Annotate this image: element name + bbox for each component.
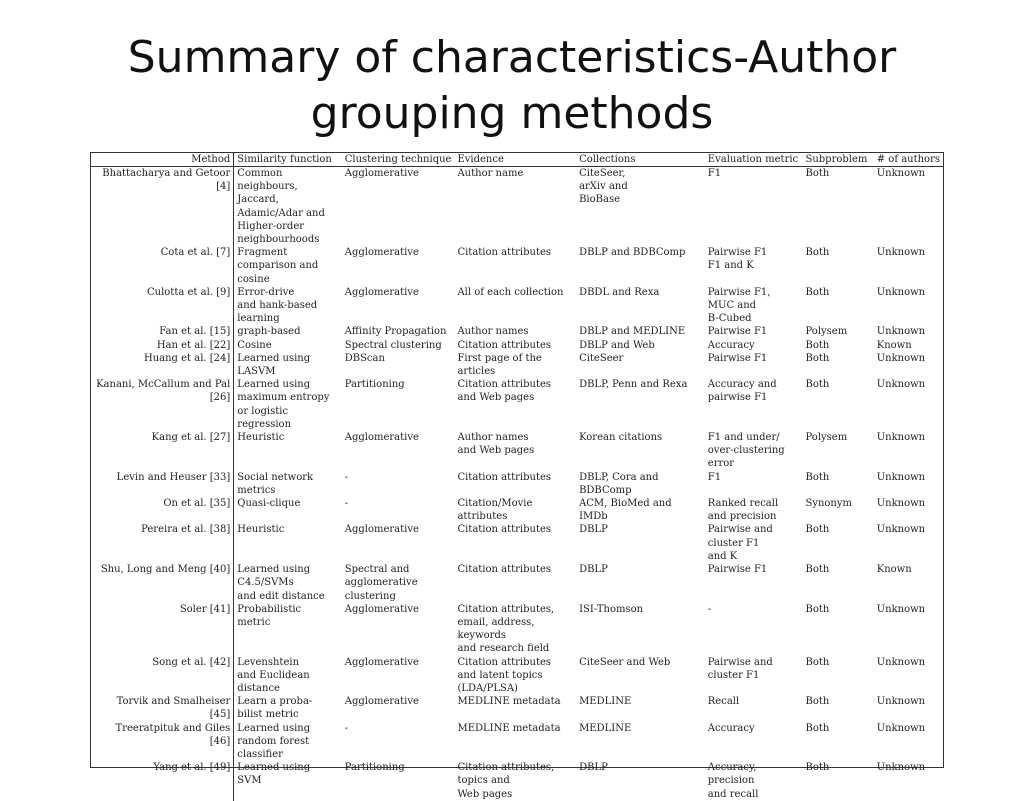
cell-method: Kanani, McCallum and Pal [26] — [91, 378, 234, 431]
cell-collections: CiteSeer and Web — [579, 656, 671, 668]
cell-clustering-technique: Agglomerative — [344, 696, 419, 708]
cell-evaluation-metric: Pairwise F1, MUC and B-Cubed — [707, 286, 771, 325]
cell-collections: DBLP and MEDLINE — [579, 326, 686, 338]
header-subproblem: Subproblem — [802, 153, 873, 167]
cell-collections: DBDL and Rexa — [579, 286, 660, 298]
cell-similarity-function: Heuristic — [237, 524, 285, 536]
cell-clustering-technique: Agglomerative — [344, 656, 419, 668]
cell-similarity-function: Social network metrics — [237, 471, 314, 496]
cell-similarity-function: Learned using LASVM — [237, 352, 311, 378]
cell-clustering-technique: Agglomerative — [344, 603, 419, 615]
cell-num-authors: Unknown — [876, 656, 926, 668]
cell-evidence: Citation/Movie attributes — [457, 498, 533, 523]
cell-evaluation-metric: Accuracy, precision and recall — [707, 762, 759, 800]
cell-method: Yang et al. [49] — [91, 761, 234, 801]
cell-method: Song et al. [42] — [91, 656, 234, 696]
cell-evaluation-metric: Pairwise and cluster F1 and K — [707, 524, 773, 562]
cell-method: Huang et al. [24] — [91, 352, 234, 378]
header-similarity-function: Similarity function — [234, 153, 342, 167]
cell-collections: DBLP and Web — [579, 339, 655, 351]
cell-evidence: Citation attributes and latent topics (LDA/PLSA) — [457, 656, 552, 694]
cell-evidence: Author names and Web pages — [457, 432, 535, 457]
cell-subproblem: Both — [805, 603, 830, 615]
cell-method: Treeratpituk and Giles [46] — [91, 722, 234, 762]
cell-evidence: Citation attributes — [457, 564, 552, 576]
cell-num-authors: Unknown — [876, 379, 926, 391]
table-row — [91, 603, 943, 656]
cell-similarity-function: Common neighbours, Jaccard, Adamic/Adar and Higher-order neighbourhoods — [237, 168, 325, 246]
cell-similarity-function: graph-based — [237, 326, 301, 338]
cell-collections: DBLP, Cora and BDBComp — [579, 471, 659, 496]
cell-clustering-technique: Agglomerative — [344, 247, 419, 259]
cell-evaluation-metric: Pairwise F1 — [707, 352, 768, 364]
summary-table-container — [90, 152, 944, 800]
cell-num-authors: Unknown — [876, 471, 926, 483]
cell-similarity-function: Cosine — [237, 339, 272, 351]
cell-clustering-technique: Agglomerative — [344, 432, 419, 444]
cell-collections: CiteSeer — [579, 352, 624, 364]
cell-similarity-function: Error-drive and hank-based learning — [237, 286, 318, 325]
table-row — [91, 523, 943, 563]
cell-collections: DBLP — [579, 524, 608, 536]
cell-collections: ISI-Thomson — [579, 603, 644, 615]
cell-num-authors: Unknown — [876, 603, 926, 615]
cell-collections: DBLP — [579, 564, 608, 576]
cell-num-authors: Unknown — [876, 498, 926, 510]
cell-subproblem: Both — [805, 379, 830, 391]
cell-collections: DBLP, Penn and Rexa — [579, 379, 688, 391]
header-num-authors: # of authors — [874, 153, 943, 167]
cell-evaluation-metric: Accuracy — [707, 339, 755, 351]
cell-similarity-function: Learned using random forest classifier — [237, 722, 311, 760]
cell-similarity-function: Learn a proba- bilist metric — [237, 696, 313, 721]
cell-evidence: Author name — [457, 168, 524, 179]
cell-collections: DBLP — [579, 762, 608, 774]
cell-subproblem: Both — [805, 352, 830, 364]
table-row — [91, 286, 943, 326]
cell-subproblem: Both — [805, 656, 830, 668]
cell-subproblem: Both — [805, 696, 830, 708]
cell-collections: MEDLINE — [579, 696, 632, 708]
header-clustering-technique: Clustering technique — [342, 153, 455, 167]
cell-num-authors: Known — [876, 564, 912, 576]
table-body — [91, 167, 943, 801]
cell-similarity-function: Learned using C4.5/SVMs and edit distance — [237, 564, 325, 602]
cell-clustering-technique: - — [344, 498, 349, 510]
cell-evidence: Citation attributes — [457, 524, 552, 536]
summary-table — [91, 153, 943, 801]
cell-subproblem: Polysem — [805, 326, 848, 338]
cell-subproblem: Both — [805, 168, 830, 179]
cell-num-authors: Unknown — [876, 696, 926, 708]
cell-clustering-technique: Partitioning — [344, 379, 405, 391]
cell-clustering-technique: Spectral and agglomerative clustering — [344, 564, 418, 602]
cell-similarity-function: Learned using SVM — [237, 762, 311, 787]
header-collections: Collections — [576, 153, 705, 167]
cell-evidence: All of each collection — [457, 286, 564, 298]
cell-subproblem: Both — [805, 722, 830, 734]
cell-method: Culotta et al. [9] — [91, 286, 234, 326]
cell-evaluation-metric: Pairwise F1 — [707, 564, 768, 576]
cell-evaluation-metric: - — [707, 603, 712, 615]
cell-subproblem: Both — [805, 564, 830, 576]
cell-similarity-function: Quasi-clique — [237, 498, 301, 510]
cell-clustering-technique: Partitioning — [344, 762, 405, 774]
cell-evidence: MEDLINE metadata — [457, 696, 561, 708]
cell-collections: CiteSeer, arXiv and BioBase — [579, 168, 628, 206]
cell-subproblem: Both — [805, 339, 830, 351]
table-row — [91, 563, 943, 603]
cell-subproblem: Both — [805, 762, 830, 774]
cell-evaluation-metric: Pairwise and cluster F1 — [707, 656, 773, 681]
cell-evaluation-metric: F1 — [707, 168, 722, 179]
cell-num-authors: Unknown — [876, 722, 926, 734]
cell-clustering-technique: - — [344, 722, 349, 734]
cell-similarity-function: Fragment comparison and cosine — [237, 247, 319, 285]
cell-subproblem: Both — [805, 471, 830, 483]
cell-similarity-function: Heuristic — [237, 432, 285, 444]
cell-method: Levin and Heuser [33] — [91, 471, 234, 497]
cell-subproblem: Both — [805, 286, 830, 298]
cell-evaluation-metric: Accuracy and pairwise F1 — [707, 379, 777, 404]
cell-num-authors: Unknown — [876, 326, 926, 338]
header-evaluation-metric: Evaluation metric — [705, 153, 803, 167]
cell-evaluation-metric: F1 — [707, 471, 722, 483]
cell-collections: DBLP and BDBComp — [579, 247, 686, 259]
cell-collections: MEDLINE — [579, 722, 632, 734]
cell-method: Torvik and Smalheiser [45] — [91, 695, 234, 721]
cell-evidence: MEDLINE metadata — [457, 722, 561, 734]
cell-evaluation-metric: Recall — [707, 696, 740, 708]
cell-evaluation-metric: Pairwise F1 — [707, 326, 768, 338]
cell-evaluation-metric: F1 and under/ over-clustering error — [707, 432, 785, 470]
table-row — [91, 761, 943, 801]
cell-evidence: Citation attributes, topics and Web pages — [457, 762, 555, 800]
cell-clustering-technique: Agglomerative — [344, 168, 419, 179]
cell-clustering-technique: DBScan — [344, 352, 385, 364]
cell-subproblem: Both — [805, 247, 830, 259]
cell-clustering-technique: Agglomerative — [344, 286, 419, 298]
cell-clustering-technique: Affinity Propagation — [344, 326, 447, 338]
cell-evidence: Citation attributes and Web pages — [457, 379, 552, 404]
cell-clustering-technique: Agglomerative — [344, 524, 419, 536]
header-evidence: Evidence — [454, 153, 576, 167]
cell-method: Kang et al. [27] — [91, 431, 234, 471]
cell-evaluation-metric: Accuracy — [707, 722, 755, 734]
cell-similarity-function: Learned using maximum entropy or logistic regression — [237, 379, 330, 430]
table-row — [91, 722, 943, 762]
table-row — [91, 695, 943, 721]
cell-method: On et al. [35] — [91, 497, 234, 523]
cell-collections: Korean citations — [579, 432, 663, 444]
cell-evidence: Citation attributes — [457, 247, 552, 259]
cell-evidence: Citation attributes, email, address, keywords and research field — [457, 603, 555, 655]
table-row — [91, 378, 943, 431]
cell-similarity-function: Levenshtein and Euclidean distance — [237, 656, 310, 694]
cell-evidence: Author names — [457, 326, 529, 338]
cell-subproblem: Polysem — [805, 432, 848, 444]
cell-num-authors: Unknown — [876, 168, 926, 179]
cell-clustering-technique: Spectral clustering — [344, 339, 442, 351]
table-row — [91, 325, 943, 338]
table-row — [91, 431, 943, 471]
cell-method: Shu, Long and Meng [40] — [91, 563, 234, 603]
cell-subproblem: Both — [805, 524, 830, 536]
table-row — [91, 656, 943, 696]
cell-evidence: Citation attributes — [457, 471, 552, 483]
cell-evaluation-metric: Pairwise F1 F1 and K — [707, 247, 768, 272]
cell-similarity-function: Probabilistic metric — [237, 603, 302, 628]
cell-clustering-technique: - — [344, 471, 349, 483]
cell-collections: ACM, BioMed and IMDb — [579, 498, 672, 523]
table-row — [91, 352, 943, 378]
cell-num-authors: Unknown — [876, 352, 926, 364]
table-row — [91, 471, 943, 497]
cell-evidence: Citation attributes — [457, 339, 552, 351]
table-row — [91, 339, 943, 352]
cell-num-authors: Unknown — [876, 286, 926, 298]
cell-method: Fan et al. [15] — [91, 325, 234, 338]
table-row — [91, 246, 943, 286]
cell-method: Soler [41] — [91, 603, 234, 656]
table-row — [91, 497, 943, 523]
slide-title: Summary of characteristics-Author grouping methods — [127, 32, 897, 139]
cell-method: Pereira et al. [38] — [91, 523, 234, 563]
table-header-row — [91, 153, 943, 167]
cell-subproblem: Synonym — [805, 498, 853, 510]
cell-num-authors: Unknown — [876, 524, 926, 536]
cell-method: Cota et al. [7] — [91, 246, 234, 286]
cell-evaluation-metric: Ranked recall and precision — [707, 498, 779, 523]
cell-num-authors: Unknown — [876, 247, 926, 259]
cell-method: Han et al. [22] — [91, 339, 234, 352]
cell-method: Bhattacharya and Getoor [4] — [91, 167, 234, 247]
cell-evidence: First page of the articles — [457, 352, 542, 378]
cell-num-authors: Unknown — [876, 432, 926, 444]
cell-num-authors: Unknown — [876, 762, 926, 774]
table-row — [91, 167, 943, 247]
cell-num-authors: Known — [876, 339, 912, 351]
header-method: Method — [91, 153, 234, 167]
